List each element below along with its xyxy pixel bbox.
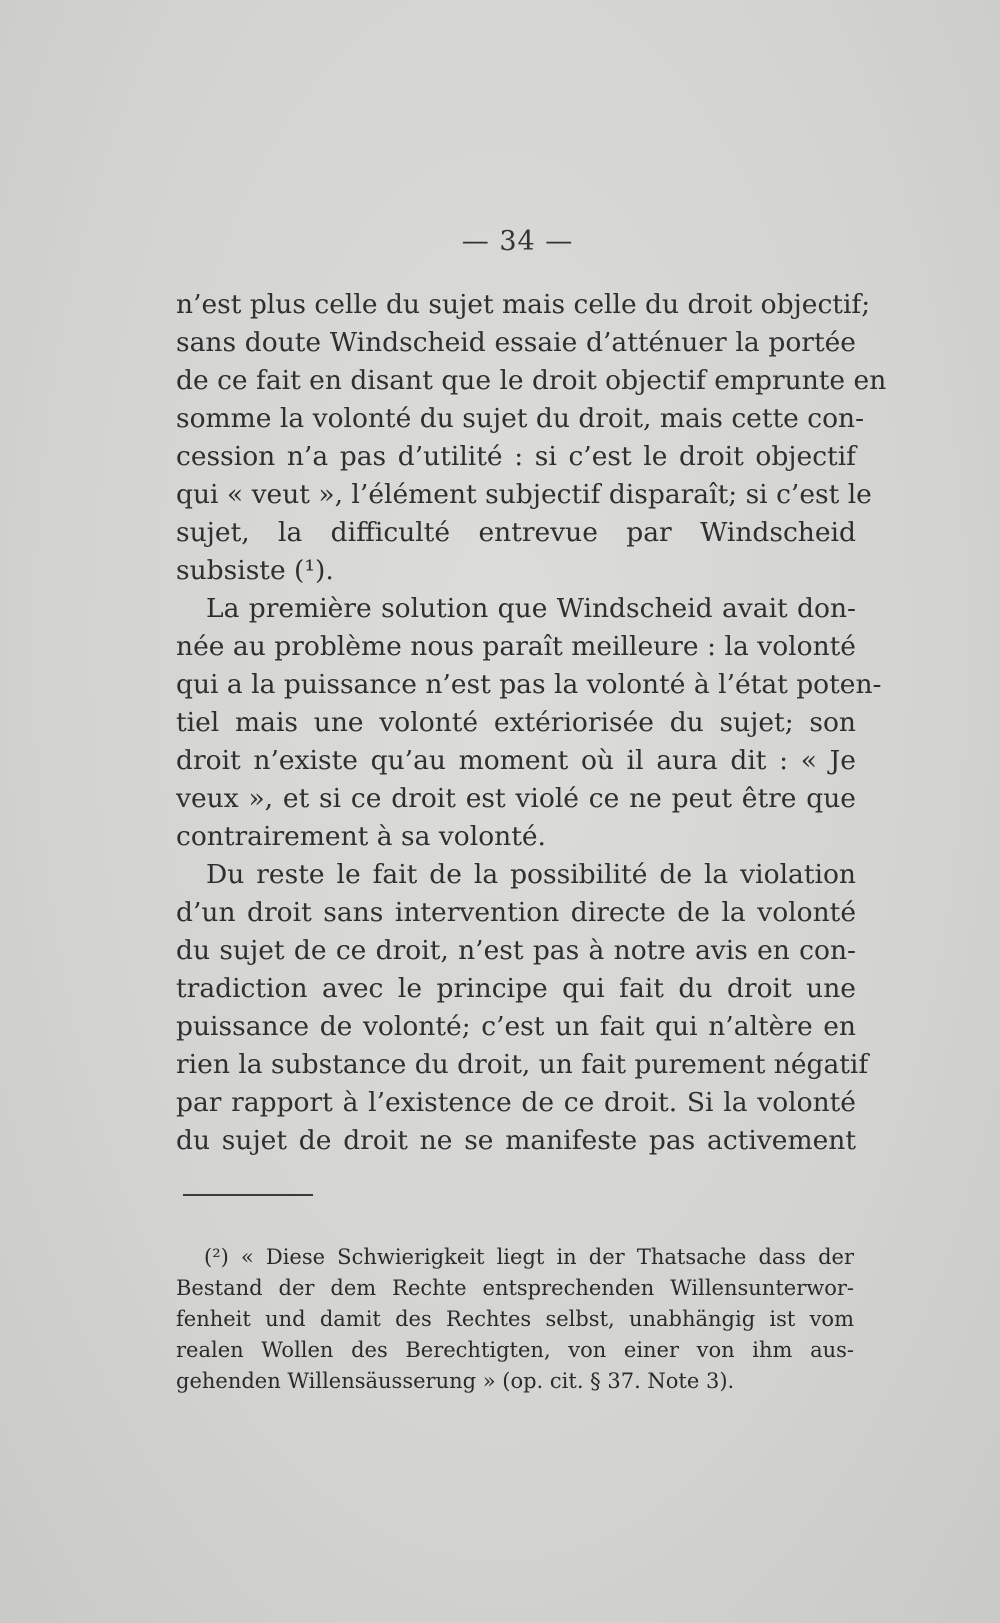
paragraph-start-line: La première solution que Windscheid avait don- xyxy=(206,593,856,624)
paragraph-start-line: Du reste le fait de la possibilité de la violation xyxy=(206,859,856,890)
text-line: tiel mais une volonté extériorisée du sujet; son xyxy=(176,707,856,738)
text-line: tradiction avec le principe qui fait du droit une xyxy=(176,973,856,1004)
text-line: puissance de volonté; c’est un fait qui n’altère en xyxy=(176,1011,856,1042)
page-number: — 34 — xyxy=(461,226,574,257)
footnote-line: realen Wollen des Berechtigten, von einer von ihm aus- xyxy=(176,1338,854,1362)
text-line: sans doute Windscheid essaie d’atténuer la portée xyxy=(176,327,856,358)
text-line: somme la volonté du sujet du droit, mais cette con- xyxy=(176,403,865,434)
text-line: droit n’existe qu’au moment où il aura dit : « Je xyxy=(176,745,856,776)
text-line: du sujet de ce droit, n’est pas à notre avis en con- xyxy=(176,935,856,966)
text-line: sujet, la difficulté entrevue par Windscheid xyxy=(176,517,856,548)
text-line: qui a la puissance n’est pas la volonté à l’état poten- xyxy=(176,669,882,700)
text-line: veux », et si ce droit est violé ce ne peut être que xyxy=(176,783,856,814)
text-line: née au problème nous paraît meilleure : la volonté xyxy=(176,631,856,662)
text-line: qui « veut », l’élément subjectif disparaît; si c’est le xyxy=(176,479,872,510)
text-line: du sujet de droit ne se manifeste pas activement xyxy=(176,1125,856,1156)
footnote-separator xyxy=(183,1194,313,1196)
text-line: n’est plus celle du sujet mais celle du droit objectif; xyxy=(176,289,871,320)
text-line: d’un droit sans intervention directe de la volonté xyxy=(176,897,856,928)
text-line: subsiste (¹). xyxy=(176,555,334,586)
footnote-line: (²) « Diese Schwierigkeit liegt in der Thatsache dass der xyxy=(204,1245,854,1269)
text-line: rien la substance du droit, un fait purement négatif xyxy=(176,1049,869,1080)
text-line: contrairement à sa volonté. xyxy=(176,821,546,852)
text-line: de ce fait en disant que le droit objectif emprunte en xyxy=(176,365,887,396)
footnote-line: fenheit und damit des Rechtes selbst, unabhängig ist vom xyxy=(176,1307,854,1331)
text-line: cession n’a pas d’utilité : si c’est le droit objectif xyxy=(176,441,856,472)
footnote-line: Bestand der dem Rechte entsprechenden Willensunterwor- xyxy=(176,1276,854,1300)
text-line: par rapport à l’existence de ce droit. Si la volonté xyxy=(176,1087,856,1118)
footnote-line: gehenden Willensäusserung » (op. cit. § 37. Note 3). xyxy=(176,1369,735,1393)
